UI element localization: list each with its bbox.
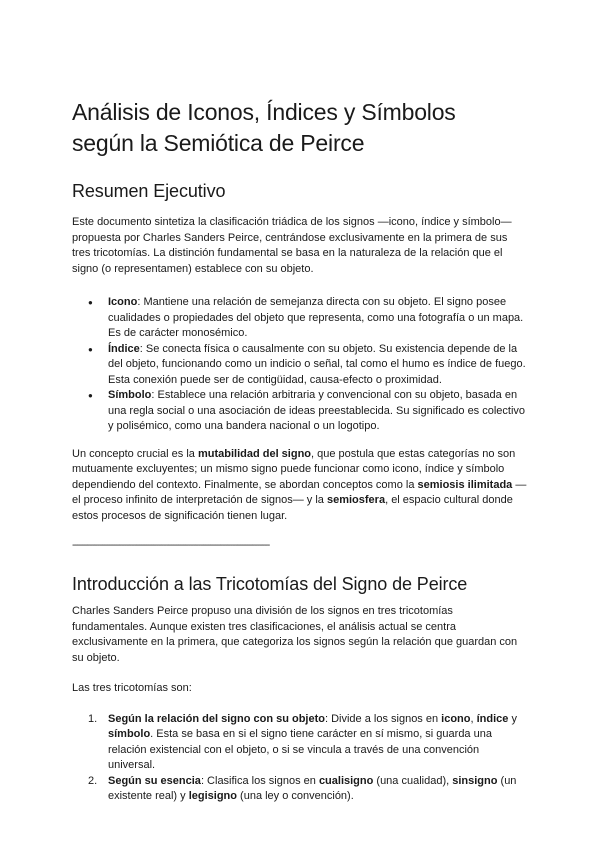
item-number: 1. (88, 712, 98, 725)
sign-types-list (72, 295, 528, 435)
text-run: , el espacio cultural donde estos procesos de significación tienen lugar. (72, 494, 513, 522)
title-line-2: según la Semiótica de Peirce (72, 130, 365, 156)
bold-term: símbolo (108, 728, 151, 740)
text-run: . Esta se basa en si el signo tiene carácter en sí mismo, si guarda una relación existencial con el objeto, o si se vincula a través de una convención universal. (108, 728, 492, 771)
term-simbolo: Símbolo (108, 389, 152, 401)
item-lead: Según su esencia (108, 774, 201, 787)
text-run: : Divide a los signos en (324, 712, 442, 725)
bold-mutabilidad: mutabilidad del signo (197, 447, 312, 460)
text-run: (una cualidad), (373, 774, 453, 787)
bold-term: icono (441, 712, 471, 725)
bold-term: índice (476, 712, 509, 725)
list-item-simbolo (108, 388, 528, 435)
desc-indice: : Se conecta física o causalmente con su objeto. Su existencia depende de la del objeto, funcionando como un indicio o señal, tal como el humo es índice de fuego. Esta conexión puede ser de contigüidad, causa-efecto o proximidad. (108, 342, 526, 386)
numbered-item-1 (88, 712, 528, 774)
title-line-1: Análisis de Iconos, Índices y Símbolos (72, 99, 456, 125)
text-run: Un concepto crucial es la (72, 447, 198, 460)
desc-icono: : Mantiene una relación de semejanza directa con su objeto. El signo posee cualidades o propiedades del objeto que representa, como una fotografía o un mapa. Es de carácter monosémico. (108, 296, 524, 339)
bold-semiosis: semiosis ilimitada (417, 478, 513, 491)
tricotomias-lead-paragraph: Las tres tricotomías son: (72, 682, 192, 694)
list-item-indice (108, 342, 528, 389)
text-run: : Clasifica los signos en (200, 774, 319, 787)
document-title (72, 0, 528, 159)
intro-tricotomias-paragraph: Charles Sanders Peirce propuso una división de los signos en tres tricotomías fundamentales. Aunque existen tres clasificaciones, el análisis actual se centra exclusivamente en la primera, que categoriza los signos según la relación que guardan con su objeto. (72, 605, 518, 664)
text-run: , (470, 712, 477, 725)
bold-term: cualisigno (318, 774, 374, 787)
tricotomias-list (72, 712, 528, 805)
text-run: —el proceso infinito de interpretación de signos— y la (72, 478, 527, 506)
item-number: 2. (88, 774, 98, 787)
bold-semiosfera: semiosfera (326, 494, 386, 506)
horizontal-rule: -------------------------------------------------------------------------------- (72, 539, 270, 551)
bold-term: sinsigno (452, 774, 498, 787)
list-item-icono (108, 295, 528, 342)
term-indice: Índice (108, 342, 140, 355)
text-run: y (508, 712, 517, 725)
section-heading-introduccion: Introducción a las Tricotomías del Signo de Peirce (72, 574, 468, 594)
text-run: (una ley o convención). (236, 790, 354, 802)
section-heading-resumen: Resumen Ejecutivo (72, 181, 226, 201)
desc-simbolo: : Establece una relación arbitraria y convencional con su objeto, basada en una regla social o una asociación de ideas preestablecida. Su significado es colectivo y polisémico, como una bandera nacional o un logotipo. (108, 389, 526, 432)
text-run: , que postula que estas categorías no son mutuamente excluyentes; un mismo signo puede funcionar como icono, índice y símbolo dependiendo del contexto. Finalmente, se abordan conceptos como la (72, 447, 516, 491)
bold-term: legisigno (188, 790, 237, 802)
intro-paragraph: Este documento sintetiza la clasificación triádica de los signos —icono, índice y símbolo— propuesta por Charles Sanders Peirce, centrándose exclusivamente en la primera de sus tres tricotomías. La distinción fundamental se basa en la naturaleza de la relación que el signo (o representamen) establece con su objeto. (72, 216, 512, 275)
item-lead: Según la relación del signo con su objeto (108, 712, 325, 725)
term-icono: Icono (108, 296, 138, 308)
numbered-item-2 (88, 774, 528, 805)
text-run: (un existente real) y (108, 774, 517, 802)
mutability-paragraph (72, 447, 528, 525)
